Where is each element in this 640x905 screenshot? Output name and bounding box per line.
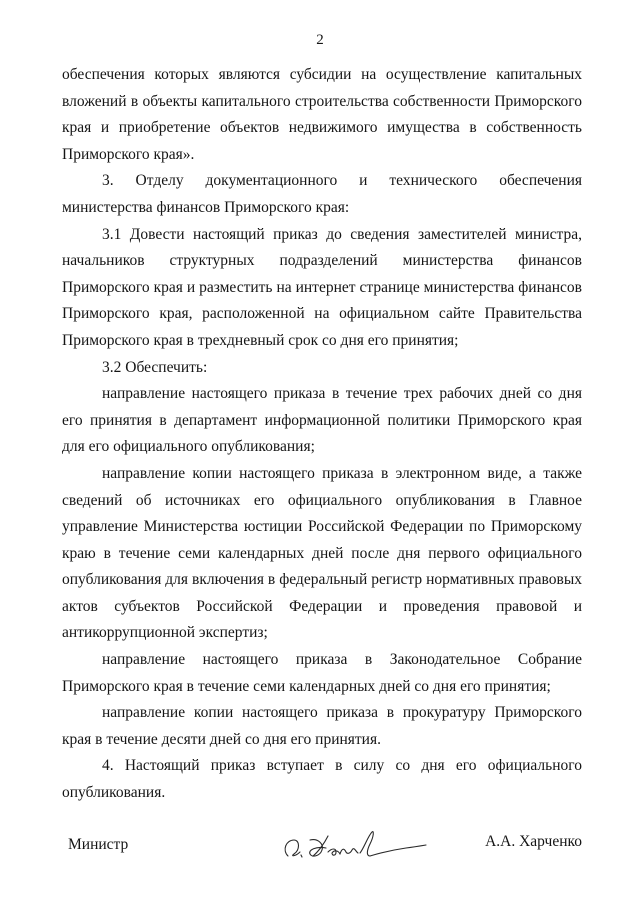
paragraph-item-3-2: 3.2 Обеспечить: xyxy=(102,358,208,376)
signer-name: А.А. Харченко xyxy=(485,833,582,850)
paragraph-dept-info-policy: направление настоящего приказа в течение трех рабочих дней со дня его принятия в департамент информационной политики Приморского края для его официального опубликования; xyxy=(62,385,582,456)
paragraph-continuation: обеспечения которых являются субсидии на осуществление капитальных вложений в объекты капитального строительства собственности Приморского края и приобретение объектов недвижимого имущества в собственность Приморского края». xyxy=(62,66,582,163)
signer-title: Министр xyxy=(68,836,129,853)
paragraph-item-4: 4. Настоящий приказ вступает в силу со дня его официального опубликования. xyxy=(62,757,582,802)
handwritten-signature xyxy=(280,826,430,866)
document-body xyxy=(62,62,582,807)
paragraph-prosecutor: направление копии настоящего приказа в прокуратуру Приморского края в течение десяти дней со дня его принятия. xyxy=(62,704,582,748)
paragraph-item-3-1: 3.1 Довести настоящий приказ до сведения заместителей министра, начальников структурных подразделений министерства финансов Приморского края и разместить на интернет странице министерства финансов Приморского края, расположенной на официальном сайте Правительства Приморского края в трехдневный срок со дня его принятия; xyxy=(62,225,582,349)
paragraph-item-3: 3. Отделу документационного и технического обеспечения министерства финансов Приморского края: xyxy=(62,172,582,216)
page-number: 2 xyxy=(316,32,324,48)
signature-block xyxy=(62,826,582,866)
paragraph-ministry-justice: направление копии настоящего приказа в электронном виде, а также сведений об источниках его официального опубликования в Главное управление Министерства юстиции Российской Федерации по Приморскому краю в течение семи календарных дней после дня первого официального опубликования для включения в федеральный регистр нормативных правовых актов субъектов Российской Федерации и проведения правовой и антикоррупционной экспертиз; xyxy=(62,464,582,642)
paragraph-legislative-assembly: направление настоящего приказа в Законодательное Собрание Приморского края в течение семи календарных дней со дня его принятия; xyxy=(62,651,582,695)
